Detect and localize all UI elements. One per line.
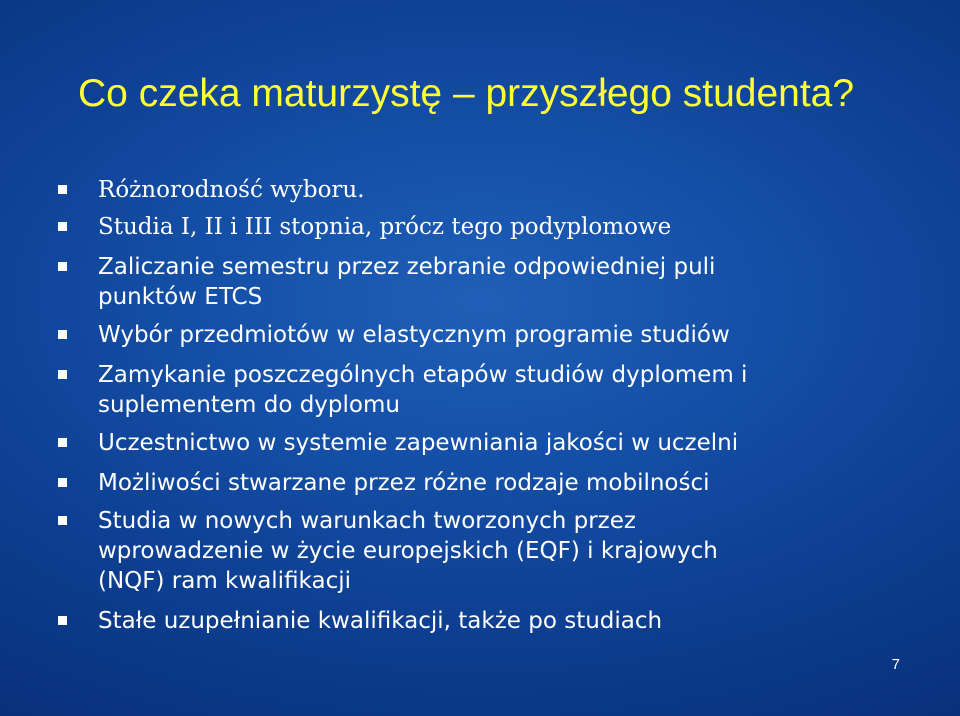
bullet-text: Studia I, II i III stopnia, prócz tego podyplomowe <box>98 214 672 240</box>
bullet-text: Uczestnictwo w systemie zapewniania jakości w uczelni <box>98 430 739 456</box>
page-number: 7 <box>891 656 900 673</box>
bullet-text: Możliwości stwarzane przez różne rodzaje mobilności <box>98 470 710 496</box>
bullet-text: Stałe uzupełnianie kwalifikacji, także po studiach <box>98 608 663 634</box>
bullet-item <box>98 606 898 636</box>
square-bullet-icon <box>58 262 67 271</box>
bullet-item <box>98 506 898 596</box>
bullet-item <box>98 428 898 458</box>
square-bullet-icon <box>58 185 67 194</box>
bullet-text: Różnorodność wyboru. <box>98 177 365 203</box>
bullet-item <box>98 212 898 242</box>
square-bullet-icon <box>58 516 67 525</box>
square-bullet-icon <box>58 330 67 339</box>
bullet-text: (NQF) ram kwalifikacji <box>98 568 351 594</box>
bullet-item <box>98 252 898 312</box>
slide-title: Co czeka maturzystę – przyszłego studenta? <box>78 72 855 115</box>
bullet-text: Zamykanie poszczególnych etapów studiów dyplomem i <box>98 362 748 388</box>
square-bullet-icon <box>58 370 67 379</box>
square-bullet-icon <box>58 222 67 231</box>
square-bullet-icon <box>58 478 67 487</box>
square-bullet-icon <box>58 616 67 625</box>
bullet-text: Zaliczanie semestru przez zebranie odpowiedniej puli <box>98 254 716 280</box>
bullet-text: Wybór przedmiotów w elastycznym programie studiów <box>98 322 730 348</box>
bullet-text: suplementem do dyplomu <box>98 392 400 418</box>
bullet-item <box>98 320 898 350</box>
bullet-text: Studia w nowych warunkach tworzonych przez <box>98 508 636 534</box>
bullet-item <box>98 360 898 420</box>
bullet-item <box>98 468 898 498</box>
square-bullet-icon <box>58 438 67 447</box>
bullet-item <box>98 175 898 205</box>
bullet-text: wprowadzenie w życie europejskich (EQF) i krajowych <box>98 538 718 564</box>
bullet-text: punktów ETCS <box>98 284 263 310</box>
